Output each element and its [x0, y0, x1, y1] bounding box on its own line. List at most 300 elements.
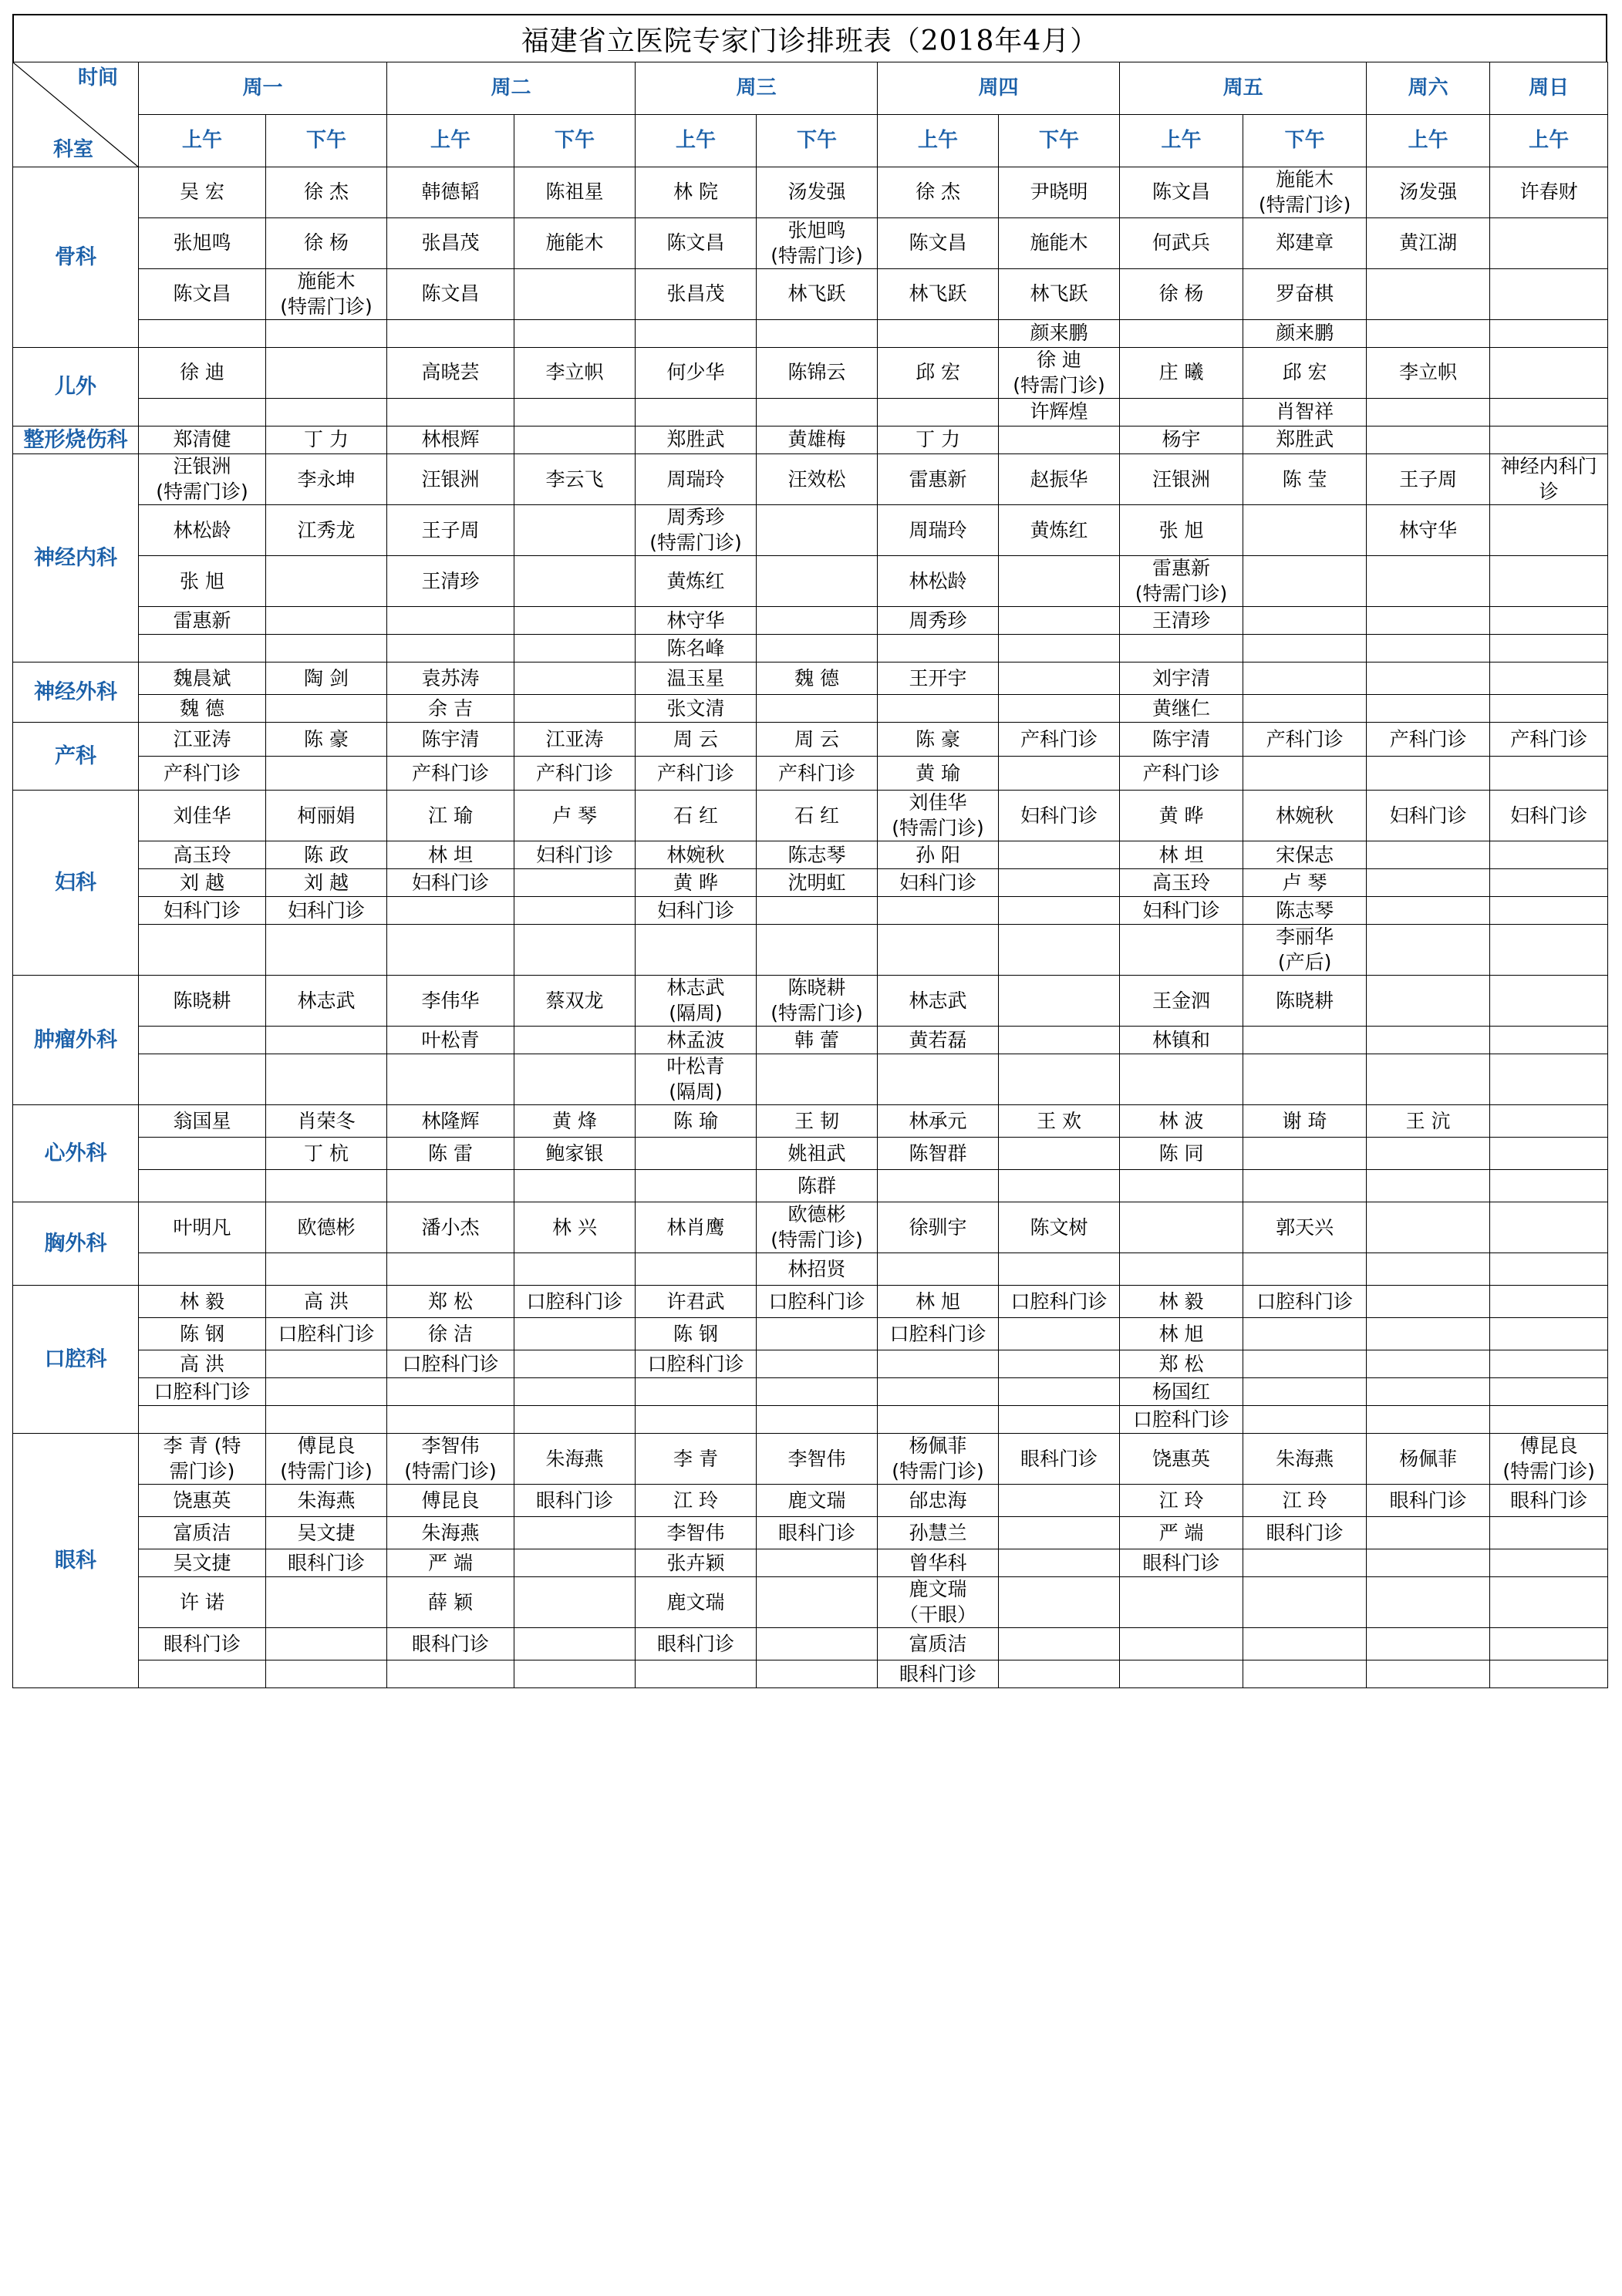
doctor-cell: 陈晓耕: [139, 976, 266, 1027]
doctor-cell: [878, 320, 999, 348]
doctor-cell: 郑 松: [387, 1286, 514, 1318]
doctor-cell: 林志武: [878, 976, 999, 1027]
doctor-cell: 汤发强: [1367, 167, 1490, 218]
doctor-cell: 施能木: [514, 218, 636, 269]
doctor-cell: [1490, 556, 1608, 607]
doctor-cell: 叶松青: [387, 1027, 514, 1054]
doctor-cell: 眼科门诊: [999, 1434, 1120, 1485]
doctor-cell: [1367, 976, 1490, 1027]
doctor-cell: 产科门诊: [1490, 723, 1608, 757]
doctor-cell: 林镇和: [1120, 1027, 1243, 1054]
doctor-cell: [1243, 663, 1367, 695]
doctor-cell: 张 旭: [1120, 505, 1243, 556]
doctor-cell: [1490, 1286, 1608, 1318]
doctor-cell: 周 云: [757, 723, 878, 757]
doctor-cell: 妇科门诊: [1120, 897, 1243, 925]
doctor-cell: [266, 1660, 387, 1688]
doctor-cell: [1243, 757, 1367, 791]
doctor-cell: 口腔科门诊: [139, 1378, 266, 1406]
doctor-cell: 张昌茂: [636, 269, 757, 320]
doctor-cell: [1490, 1105, 1608, 1138]
doctor-cell: 陈智群: [878, 1138, 999, 1170]
doctor-cell: 吴文捷: [139, 1549, 266, 1577]
doctor-cell: [757, 1318, 878, 1350]
doctor-cell: 徐 杨: [266, 218, 387, 269]
doctor-cell: 林飞跃: [999, 269, 1120, 320]
doctor-cell: 尹晓明: [999, 167, 1120, 218]
doctor-cell: 林婉秋: [636, 841, 757, 869]
doctor-cell: [514, 1253, 636, 1286]
doctor-cell: 陈宇清: [1120, 723, 1243, 757]
doctor-cell: [1367, 1170, 1490, 1202]
doctor-cell: 徐 迪 (特需门诊): [999, 348, 1120, 399]
doctor-cell: 黄江湖: [1367, 218, 1490, 269]
doctor-cell: 汪银洲 (特需门诊): [139, 454, 266, 505]
doctor-cell: 严 端: [387, 1549, 514, 1577]
doctor-cell: [387, 1378, 514, 1406]
doctor-cell: [139, 1406, 266, 1434]
doctor-cell: [757, 320, 878, 348]
doctor-cell: [266, 695, 387, 723]
doctor-cell: 妇科门诊: [387, 869, 514, 897]
doctor-cell: [1367, 757, 1490, 791]
doctor-cell: [636, 1170, 757, 1202]
doctor-cell: 产科门诊: [387, 757, 514, 791]
doctor-cell: 江亚涛: [514, 723, 636, 757]
doctor-cell: [514, 1054, 636, 1105]
doctor-cell: [139, 1027, 266, 1054]
doctor-cell: [999, 1318, 1120, 1350]
doctor-cell: 眼科门诊: [1490, 1485, 1608, 1517]
doctor-cell: [139, 1054, 266, 1105]
doctor-cell: 叶明凡: [139, 1202, 266, 1253]
doctor-cell: [1367, 1577, 1490, 1628]
doctor-cell: 汪效松: [757, 454, 878, 505]
doctor-cell: [1490, 348, 1608, 399]
doctor-cell: [636, 925, 757, 976]
doctor-cell: 林 坦: [1120, 841, 1243, 869]
doctor-cell: 江秀龙: [266, 505, 387, 556]
doctor-cell: 傅昆良: [387, 1485, 514, 1517]
doctor-cell: [1367, 1027, 1490, 1054]
doctor-cell: [1367, 556, 1490, 607]
doctor-cell: 林 波: [1120, 1105, 1243, 1138]
doctor-cell: [999, 869, 1120, 897]
doctor-cell: [266, 348, 387, 399]
doctor-cell: 陈 瑜: [636, 1105, 757, 1138]
doctor-cell: [514, 695, 636, 723]
doctor-cell: [266, 925, 387, 976]
doctor-cell: [266, 399, 387, 426]
doctor-cell: [387, 1406, 514, 1434]
doctor-cell: [266, 320, 387, 348]
doctor-cell: [1490, 320, 1608, 348]
doctor-cell: [1243, 1628, 1367, 1660]
doctor-cell: 薛 颖: [387, 1577, 514, 1628]
doctor-cell: 李伟华: [387, 976, 514, 1027]
doctor-cell: 鹿文瑞: [636, 1577, 757, 1628]
doctor-cell: [1490, 1378, 1608, 1406]
schedule-row: [13, 1549, 1608, 1577]
doctor-cell: 邰忠海: [878, 1485, 999, 1517]
slot-header: 上午: [139, 115, 266, 167]
doctor-cell: 周秀珍 (特需门诊): [636, 505, 757, 556]
doctor-cell: [266, 1628, 387, 1660]
doctor-cell: 陈 钢: [636, 1318, 757, 1350]
doctor-cell: 张旭鸣: [139, 218, 266, 269]
doctor-cell: 王子周: [387, 505, 514, 556]
doctor-cell: 徐驯宇: [878, 1202, 999, 1253]
doctor-cell: [1367, 426, 1490, 454]
doctor-cell: 王 沆: [1367, 1105, 1490, 1138]
page-title: 福建省立医院专家门诊排班表（2018年4月）: [12, 14, 1607, 62]
slot-header: 下午: [514, 115, 636, 167]
doctor-cell: [999, 1406, 1120, 1434]
doctor-cell: [139, 1138, 266, 1170]
doctor-cell: [514, 399, 636, 426]
doctor-cell: 张卉颖: [636, 1549, 757, 1577]
doctor-cell: 林 院: [636, 167, 757, 218]
doctor-cell: 眼科门诊: [1243, 1517, 1367, 1549]
doctor-cell: 雷惠新: [139, 607, 266, 635]
schedule-table: [12, 62, 1608, 1688]
doctor-cell: [514, 607, 636, 635]
doctor-cell: [757, 556, 878, 607]
doctor-cell: [139, 1253, 266, 1286]
doctor-cell: [1243, 1170, 1367, 1202]
doctor-cell: [514, 1577, 636, 1628]
doctor-cell: [757, 1660, 878, 1688]
doctor-cell: [266, 1577, 387, 1628]
doctor-cell: [1490, 399, 1608, 426]
doctor-cell: 刘宇清: [1120, 663, 1243, 695]
doctor-cell: 魏 德: [139, 695, 266, 723]
doctor-cell: 妇科门诊: [999, 791, 1120, 841]
doctor-cell: 眼科门诊: [757, 1517, 878, 1549]
doctor-cell: 黄 瑜: [878, 757, 999, 791]
doctor-cell: [1367, 663, 1490, 695]
doctor-cell: [757, 1549, 878, 1577]
doctor-cell: [387, 607, 514, 635]
doctor-cell: [1120, 320, 1243, 348]
doctor-cell: 江 玲: [1120, 1485, 1243, 1517]
doctor-cell: [266, 607, 387, 635]
department-cell: 妇科: [13, 791, 139, 976]
doctor-cell: 陈文昌: [139, 269, 266, 320]
schedule-row: [13, 1378, 1608, 1406]
doctor-cell: 李立帜: [1367, 348, 1490, 399]
doctor-cell: [1490, 925, 1608, 976]
doctor-cell: 汪银洲: [1120, 454, 1243, 505]
doctor-cell: 饶惠英: [139, 1485, 266, 1517]
doctor-cell: 林松龄: [139, 505, 266, 556]
doctor-cell: 严 端: [1120, 1517, 1243, 1549]
doctor-cell: [1367, 1350, 1490, 1378]
doctor-cell: [1367, 1517, 1490, 1549]
doctor-cell: [514, 556, 636, 607]
doctor-cell: 林婉秋: [1243, 791, 1367, 841]
doctor-cell: 刘佳华: [139, 791, 266, 841]
slot-header: 上午: [1120, 115, 1243, 167]
doctor-cell: 李 青 (特 需门诊): [139, 1434, 266, 1485]
doctor-cell: 陈晓耕 (特需门诊): [757, 976, 878, 1027]
doctor-cell: [878, 1350, 999, 1378]
doctor-cell: [387, 925, 514, 976]
doctor-cell: 陈锦云: [757, 348, 878, 399]
doctor-cell: 朱海燕: [1243, 1434, 1367, 1485]
doctor-cell: 吴 宏: [139, 167, 266, 218]
doctor-cell: [1490, 757, 1608, 791]
doctor-cell: 陈 雷: [387, 1138, 514, 1170]
doctor-cell: [878, 1406, 999, 1434]
doctor-cell: 宋保志: [1243, 841, 1367, 869]
doctor-cell: 陈宇清: [387, 723, 514, 757]
doctor-cell: 林志武 (隔周): [636, 976, 757, 1027]
doctor-cell: 叶松青 (隔周): [636, 1054, 757, 1105]
doctor-cell: 丁 力: [266, 426, 387, 454]
schedule-row: [13, 1286, 1608, 1318]
doctor-cell: 江 玲: [636, 1485, 757, 1517]
department-cell: 胸外科: [13, 1202, 139, 1286]
doctor-cell: 卢 琴: [1243, 869, 1367, 897]
doctor-cell: 许辉煌: [999, 399, 1120, 426]
doctor-cell: 高玉玲: [139, 841, 266, 869]
doctor-cell: 邱 宏: [878, 348, 999, 399]
doctor-cell: 李云飞: [514, 454, 636, 505]
slot-header: 下午: [757, 115, 878, 167]
schedule-sheet: [12, 14, 1607, 1688]
doctor-cell: 徐 杰: [878, 167, 999, 218]
doctor-cell: 雷惠新 (特需门诊): [1120, 556, 1243, 607]
doctor-cell: [1367, 1406, 1490, 1434]
doctor-cell: 张旭鸣 (特需门诊): [757, 218, 878, 269]
doctor-cell: 朱海燕: [387, 1517, 514, 1549]
doctor-cell: [636, 399, 757, 426]
doctor-cell: [514, 1660, 636, 1688]
doctor-cell: [1367, 869, 1490, 897]
doctor-cell: 施能木 (特需门诊): [266, 269, 387, 320]
department-cell: 整形烧伤科: [13, 426, 139, 454]
doctor-cell: 高 洪: [139, 1350, 266, 1378]
doctor-cell: [757, 1628, 878, 1660]
doctor-cell: [878, 1378, 999, 1406]
doctor-cell: [1243, 1253, 1367, 1286]
doctor-cell: [636, 1253, 757, 1286]
doctor-cell: 陈志琴: [1243, 897, 1367, 925]
doctor-cell: 王清珍: [1120, 607, 1243, 635]
doctor-cell: 郑建章: [1243, 218, 1367, 269]
doctor-cell: 林志武: [266, 976, 387, 1027]
doctor-cell: 蔡双龙: [514, 976, 636, 1027]
doctor-cell: [1490, 1549, 1608, 1577]
doctor-cell: [757, 1350, 878, 1378]
doctor-cell: [1367, 635, 1490, 663]
doctor-cell: [999, 1485, 1120, 1517]
doctor-cell: 林 旭: [878, 1286, 999, 1318]
doctor-cell: [514, 1318, 636, 1350]
doctor-cell: [1120, 1170, 1243, 1202]
doctor-cell: 李智伟 (特需门诊): [387, 1434, 514, 1485]
schedule-row: [13, 635, 1608, 663]
doctor-cell: [1367, 695, 1490, 723]
doctor-cell: 李智伟: [636, 1517, 757, 1549]
doctor-cell: [999, 635, 1120, 663]
doctor-cell: [1367, 1318, 1490, 1350]
doctor-cell: [999, 1350, 1120, 1378]
schedule-row: [13, 976, 1608, 1027]
doctor-cell: 汪银洲: [387, 454, 514, 505]
doctor-cell: [514, 1378, 636, 1406]
dept-label: 科室: [53, 138, 94, 162]
doctor-cell: 口腔科门诊: [266, 1318, 387, 1350]
doctor-cell: [999, 757, 1120, 791]
doctor-cell: 徐 杨: [1120, 269, 1243, 320]
doctor-cell: 黄继仁: [1120, 695, 1243, 723]
doctor-cell: [514, 897, 636, 925]
doctor-cell: 林隆辉: [387, 1105, 514, 1138]
doctor-cell: [757, 925, 878, 976]
doctor-cell: 李立帜: [514, 348, 636, 399]
doctor-cell: 陈 莹: [1243, 454, 1367, 505]
doctor-cell: [387, 399, 514, 426]
doctor-cell: 曾华科: [878, 1549, 999, 1577]
schedule-row: [13, 1485, 1608, 1517]
schedule-row: [13, 925, 1608, 976]
schedule-row: [13, 1202, 1608, 1253]
doctor-cell: 口腔科门诊: [999, 1286, 1120, 1318]
doctor-cell: [1490, 505, 1608, 556]
doctor-cell: [139, 320, 266, 348]
doctor-cell: [999, 1138, 1120, 1170]
doctor-cell: [1490, 1138, 1608, 1170]
doctor-cell: [1243, 1027, 1367, 1054]
doctor-cell: [1243, 505, 1367, 556]
doctor-cell: [999, 1027, 1120, 1054]
day-header: 周五: [1120, 62, 1367, 115]
doctor-cell: 颜来鹏: [999, 320, 1120, 348]
doctor-cell: 韩德韬: [387, 167, 514, 218]
doctor-cell: [757, 399, 878, 426]
doctor-cell: 谢 琦: [1243, 1105, 1367, 1138]
doctor-cell: [139, 399, 266, 426]
schedule-row: [13, 1434, 1608, 1485]
time-label: 时间: [77, 66, 118, 89]
doctor-cell: 黄雄梅: [757, 426, 878, 454]
doctor-cell: 产科门诊: [999, 723, 1120, 757]
day-header: 周四: [878, 62, 1120, 115]
doctor-cell: [1367, 320, 1490, 348]
doctor-cell: [878, 897, 999, 925]
doctor-cell: [514, 925, 636, 976]
doctor-cell: [1490, 1577, 1608, 1628]
doctor-cell: 黄 晔: [1120, 791, 1243, 841]
doctor-cell: [1490, 1660, 1608, 1688]
doctor-cell: [999, 976, 1120, 1027]
doctor-cell: [139, 1170, 266, 1202]
doctor-cell: 余 吉: [387, 695, 514, 723]
schedule-row: [13, 348, 1608, 399]
doctor-cell: 邱 宏: [1243, 348, 1367, 399]
doctor-cell: 欧德彬 (特需门诊): [757, 1202, 878, 1253]
doctor-cell: 陶 剑: [266, 663, 387, 695]
doctor-cell: 眼科门诊: [1120, 1549, 1243, 1577]
slot-header: 下午: [999, 115, 1120, 167]
doctor-cell: [387, 1253, 514, 1286]
doctor-cell: 刘佳华 (特需门诊): [878, 791, 999, 841]
doctor-cell: [1490, 1350, 1608, 1378]
doctor-cell: [1490, 1170, 1608, 1202]
doctor-cell: 林 兴: [514, 1202, 636, 1253]
doctor-cell: [514, 426, 636, 454]
doctor-cell: 陈群: [757, 1170, 878, 1202]
doctor-cell: [514, 1549, 636, 1577]
doctor-cell: [514, 1406, 636, 1434]
doctor-cell: [878, 1170, 999, 1202]
doctor-cell: 陈文昌: [878, 218, 999, 269]
doctor-cell: 魏晨斌: [139, 663, 266, 695]
doctor-cell: [1243, 556, 1367, 607]
doctor-cell: 施能木 (特需门诊): [1243, 167, 1367, 218]
doctor-cell: [514, 635, 636, 663]
doctor-cell: 林 毅: [139, 1286, 266, 1318]
doctor-cell: 袁苏涛: [387, 663, 514, 695]
doctor-cell: [387, 320, 514, 348]
doctor-cell: 王金泗: [1120, 976, 1243, 1027]
schedule-row: [13, 1105, 1608, 1138]
department-cell: 眼科: [13, 1434, 139, 1688]
doctor-cell: 江 瑜: [387, 791, 514, 841]
doctor-cell: 王清珍: [387, 556, 514, 607]
doctor-cell: 林肖鹰: [636, 1202, 757, 1253]
slot-header: 下午: [1243, 115, 1367, 167]
doctor-cell: [1243, 695, 1367, 723]
doctor-cell: 富质洁: [878, 1628, 999, 1660]
doctor-cell: [999, 1054, 1120, 1105]
doctor-cell: 产科门诊: [1243, 723, 1367, 757]
doctor-cell: [757, 505, 878, 556]
doctor-cell: 李永坤: [266, 454, 387, 505]
doctor-cell: 江 玲: [1243, 1485, 1367, 1517]
doctor-cell: [999, 1577, 1120, 1628]
doctor-cell: [1490, 1253, 1608, 1286]
doctor-cell: 产科门诊: [139, 757, 266, 791]
doctor-cell: 李智伟: [757, 1434, 878, 1485]
doctor-cell: 郑清健: [139, 426, 266, 454]
doctor-cell: [999, 897, 1120, 925]
doctor-cell: [1120, 399, 1243, 426]
slot-header: 上午: [636, 115, 757, 167]
doctor-cell: 产科门诊: [1120, 757, 1243, 791]
doctor-cell: [999, 841, 1120, 869]
doctor-cell: [266, 1350, 387, 1378]
doctor-cell: 徐 洁: [387, 1318, 514, 1350]
doctor-cell: 高晓芸: [387, 348, 514, 399]
schedule-row: [13, 695, 1608, 723]
doctor-cell: [757, 635, 878, 663]
doctor-cell: [999, 695, 1120, 723]
doctor-cell: [514, 1027, 636, 1054]
doctor-cell: [1243, 1318, 1367, 1350]
doctor-cell: 何武兵: [1120, 218, 1243, 269]
doctor-cell: 石 红: [636, 791, 757, 841]
doctor-cell: [1490, 635, 1608, 663]
doctor-cell: 何少华: [636, 348, 757, 399]
doctor-cell: 周瑞玲: [636, 454, 757, 505]
doctor-cell: 产科门诊: [757, 757, 878, 791]
schedule-row: [13, 218, 1608, 269]
doctor-cell: [1120, 925, 1243, 976]
doctor-cell: 林松龄: [878, 556, 999, 607]
